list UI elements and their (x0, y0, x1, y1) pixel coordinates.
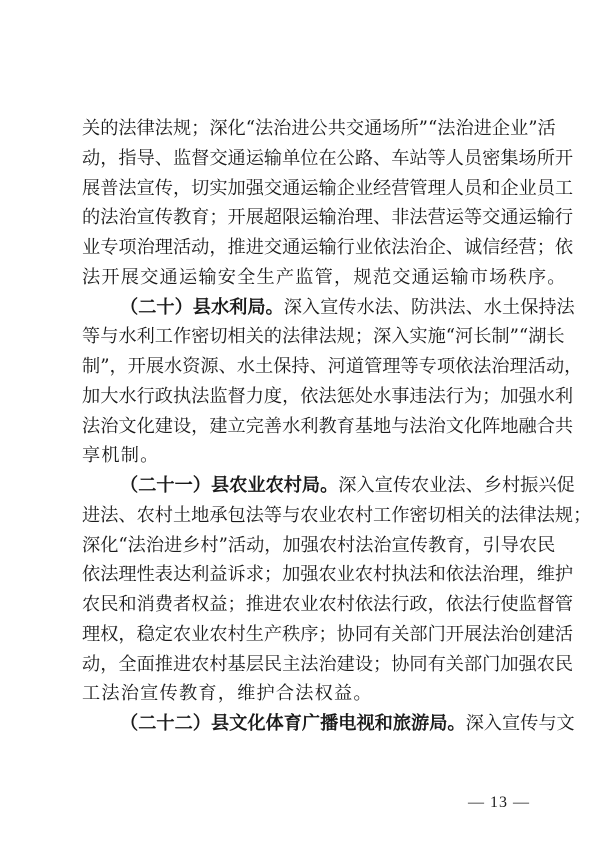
document-body (82, 114, 592, 739)
line-text: 展普法宣传，切实加强交通运输企业经营管理人员和企业员工 (82, 177, 574, 199)
text-line (82, 679, 529, 709)
line-text: 理权，稳定农业农村生产秩序；协同有关部门开展法治创建活 (82, 623, 574, 645)
paragraph (82, 293, 583, 472)
paragraph (82, 709, 575, 739)
line-text: 法开展交通运输安全生产监管，规范交通运输市场秩序。 (82, 266, 567, 288)
line-text: 加大水行政执法监督力度，依法惩处水事违法行为；加强水利 (82, 385, 574, 407)
line-text: 法治文化建设，建立完善水利教育基地与法治文化阵地融合共 (82, 415, 574, 437)
text-line (82, 352, 583, 382)
line-text: 深入宣传水法、防洪法、水土保持法 (283, 296, 575, 318)
line-text: 工法治宣传教育，维护合法权益。 (82, 683, 373, 705)
line-text: 深入宣传农业法、乡村振兴促 (338, 475, 575, 496)
line-text: 业专项治理活动，推进交通运输行业依法治企、诚信经营；依 (82, 237, 574, 258)
text-line (82, 322, 565, 352)
line-text: 农民和消费者权益；推进农业农村依法行政，依法行使监督管 (82, 594, 574, 615)
page-number: — 13 — (468, 794, 530, 811)
line-text: 享机制。 (82, 445, 160, 467)
text-line (82, 263, 567, 293)
line-text: 制”，开展水资源、水土保持、河道管理等专项依法治理活动， (82, 356, 583, 377)
line-text: 动，指导、监督交通运输单位在公路、车站等人员密集场所开 (82, 147, 574, 169)
section-heading: （二十一）县农业农村局。 (120, 475, 339, 496)
text-line (82, 501, 592, 531)
section-heading: （二十二）县文化体育广播电视和旅游局。 (120, 713, 466, 734)
paragraph (82, 471, 592, 709)
text-line (82, 412, 574, 442)
line-text: 进法、农村土地承包法等与农业农村工作密切相关的法律法规； (82, 504, 592, 526)
line-text: 深化“法治进乡村”活动，加强农村法治宣传教育，引导农民 (82, 534, 556, 556)
text-line (82, 650, 574, 680)
text-line (82, 144, 574, 174)
text-line (82, 114, 556, 144)
section-heading: （二十）县水利局。 (120, 296, 284, 318)
line-text: 深入宣传与文 (465, 713, 575, 734)
text-line (82, 174, 574, 204)
line-text: 等与水利工作密切相关的法律法规；深入实施“河长制”“湖长 (82, 326, 565, 348)
text-line (82, 293, 575, 323)
line-text: 关的法律法规；深化“法治进公共交通场所”“法治进企业”活 (82, 118, 556, 139)
line-text: 动，全面推进农村基层民主法治建设；协同有关部门加强农民 (82, 653, 574, 675)
text-line (82, 471, 575, 501)
text-line (82, 203, 574, 233)
line-text: 依法理性表达利益诉求；加强农业农村执法和依法治理，维护 (82, 564, 574, 586)
text-line (82, 382, 574, 412)
text-line (82, 531, 556, 561)
text-line (82, 620, 574, 650)
text-line (82, 709, 575, 739)
text-line (82, 441, 529, 471)
text-line (82, 590, 574, 620)
text-line (82, 233, 574, 263)
line-text: 的法治宣传教育；开展超限运输治理、非法营运等交通运输行 (82, 207, 574, 229)
paragraph (82, 114, 574, 293)
text-line (82, 560, 574, 590)
